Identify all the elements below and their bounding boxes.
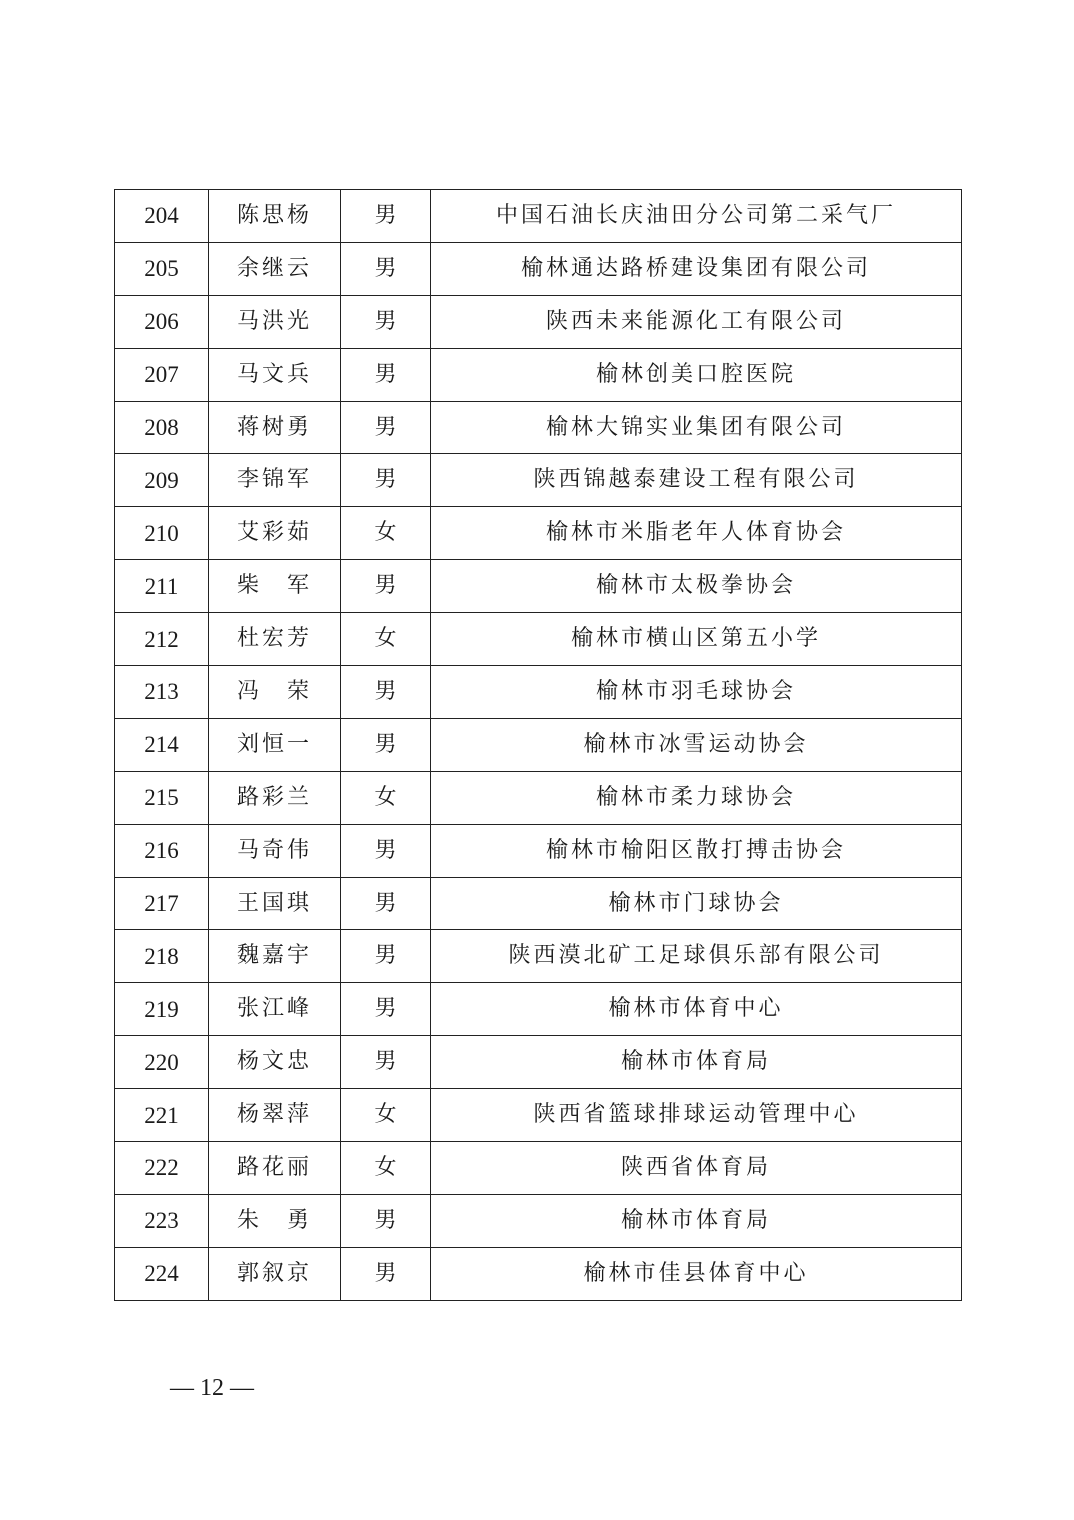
row-number: 224: [115, 1247, 209, 1300]
gender-cell: 女: [341, 613, 431, 666]
organization-cell: 陕西省体育局: [431, 1142, 962, 1195]
gender-cell: 男: [341, 560, 431, 613]
table-row: [115, 666, 962, 719]
table-row: [115, 1247, 962, 1300]
row-number: 214: [115, 718, 209, 771]
organization-cell: 榆林市太极拳协会: [431, 560, 962, 613]
organization-cell: 榆林大锦实业集团有限公司: [431, 401, 962, 454]
gender-cell: 男: [341, 877, 431, 930]
person-name: 马文兵: [209, 348, 341, 401]
table-row: [115, 771, 962, 824]
person-name: 路彩兰: [209, 771, 341, 824]
table-row: [115, 295, 962, 348]
person-name: 余继云: [209, 242, 341, 295]
table-row: [115, 1089, 962, 1142]
organization-cell: 榆林通达路桥建设集团有限公司: [431, 242, 962, 295]
organization-cell: 榆林市柔力球协会: [431, 771, 962, 824]
gender-cell: 男: [341, 930, 431, 983]
page-number: — 12 —: [170, 1375, 254, 1401]
table-row: [115, 983, 962, 1036]
organization-cell: 榆林市米脂老年人体育协会: [431, 507, 962, 560]
gender-cell: 男: [341, 454, 431, 507]
row-number: 205: [115, 242, 209, 295]
gender-cell: 男: [341, 295, 431, 348]
row-number: 216: [115, 824, 209, 877]
row-number: 211: [115, 560, 209, 613]
gender-cell: 女: [341, 1142, 431, 1195]
person-name: 杨文忠: [209, 1036, 341, 1089]
gender-cell: 男: [341, 983, 431, 1036]
person-name: 陈思杨: [209, 190, 341, 243]
table-row: [115, 824, 962, 877]
organization-cell: 陕西未来能源化工有限公司: [431, 295, 962, 348]
organization-cell: 陕西漠北矿工足球俱乐部有限公司: [431, 930, 962, 983]
table-row: [115, 613, 962, 666]
roster-body: [115, 190, 962, 1301]
organization-cell: 榆林市体育局: [431, 1036, 962, 1089]
table-row: [115, 1142, 962, 1195]
table-row: [115, 401, 962, 454]
row-number: 215: [115, 771, 209, 824]
organization-cell: 榆林市门球协会: [431, 877, 962, 930]
row-number: 221: [115, 1089, 209, 1142]
gender-cell: 男: [341, 824, 431, 877]
row-number: 222: [115, 1142, 209, 1195]
gender-cell: 男: [341, 718, 431, 771]
gender-cell: 男: [341, 348, 431, 401]
organization-cell: 陕西省篮球排球运动管理中心: [431, 1089, 962, 1142]
organization-cell: 中国石油长庆油田分公司第二采气厂: [431, 190, 962, 243]
person-name: 路花丽: [209, 1142, 341, 1195]
organization-cell: 榆林市佳县体育中心: [431, 1247, 962, 1300]
row-number: 219: [115, 983, 209, 1036]
gender-cell: 女: [341, 1089, 431, 1142]
gender-cell: 男: [341, 1194, 431, 1247]
person-name: 冯 荣: [209, 666, 341, 719]
table-row: [115, 190, 962, 243]
row-number: 208: [115, 401, 209, 454]
organization-cell: 榆林市羽毛球协会: [431, 666, 962, 719]
row-number: 210: [115, 507, 209, 560]
table-row: [115, 242, 962, 295]
person-name: 郭叙京: [209, 1247, 341, 1300]
gender-cell: 男: [341, 401, 431, 454]
person-name: 马洪光: [209, 295, 341, 348]
person-name: 李锦军: [209, 454, 341, 507]
person-name: 魏嘉宇: [209, 930, 341, 983]
gender-cell: 男: [341, 666, 431, 719]
table-row: [115, 1194, 962, 1247]
table-row: [115, 454, 962, 507]
row-number: 206: [115, 295, 209, 348]
row-number: 212: [115, 613, 209, 666]
gender-cell: 男: [341, 1247, 431, 1300]
person-name: 朱 勇: [209, 1194, 341, 1247]
person-name: 马奇伟: [209, 824, 341, 877]
row-number: 220: [115, 1036, 209, 1089]
row-number: 223: [115, 1194, 209, 1247]
gender-cell: 男: [341, 1036, 431, 1089]
row-number: 218: [115, 930, 209, 983]
table-row: [115, 560, 962, 613]
table-row: [115, 930, 962, 983]
organization-cell: 榆林市榆阳区散打搏击协会: [431, 824, 962, 877]
table-row: [115, 348, 962, 401]
table-row: [115, 877, 962, 930]
person-name: 张江峰: [209, 983, 341, 1036]
person-name: 刘恒一: [209, 718, 341, 771]
organization-cell: 榆林市体育局: [431, 1194, 962, 1247]
row-number: 209: [115, 454, 209, 507]
gender-cell: 男: [341, 242, 431, 295]
organization-cell: 榆林创美口腔医院: [431, 348, 962, 401]
row-number: 213: [115, 666, 209, 719]
row-number: 204: [115, 190, 209, 243]
gender-cell: 女: [341, 507, 431, 560]
table-row: [115, 718, 962, 771]
organization-cell: 榆林市体育中心: [431, 983, 962, 1036]
person-name: 艾彩茹: [209, 507, 341, 560]
person-name: 蒋树勇: [209, 401, 341, 454]
row-number: 207: [115, 348, 209, 401]
table-row: [115, 507, 962, 560]
table-row: [115, 1036, 962, 1089]
organization-cell: 榆林市横山区第五小学: [431, 613, 962, 666]
person-name: 杨翠萍: [209, 1089, 341, 1142]
organization-cell: 陕西锦越泰建设工程有限公司: [431, 454, 962, 507]
person-name: 柴 军: [209, 560, 341, 613]
person-name: 王国琪: [209, 877, 341, 930]
gender-cell: 女: [341, 771, 431, 824]
organization-cell: 榆林市冰雪运动协会: [431, 718, 962, 771]
gender-cell: 男: [341, 190, 431, 243]
roster-table: [114, 189, 962, 1301]
row-number: 217: [115, 877, 209, 930]
person-name: 杜宏芳: [209, 613, 341, 666]
